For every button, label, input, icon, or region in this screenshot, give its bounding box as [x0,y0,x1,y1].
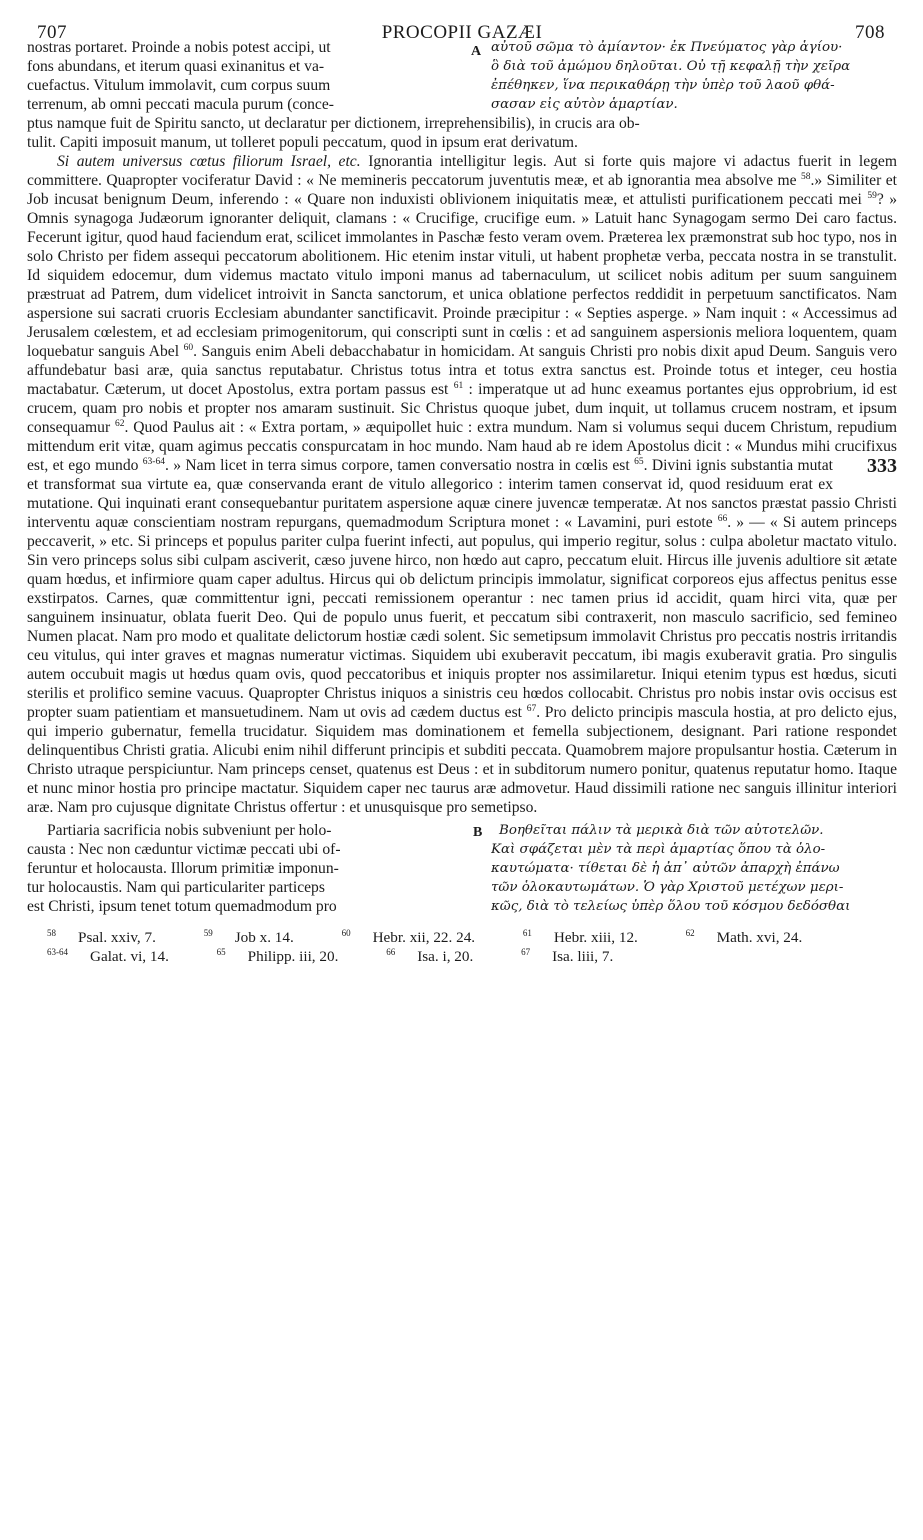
footnote [686,929,825,946]
footnote-text: Philipp. iii, 20. [247,948,339,965]
footnote-ref: 61 [453,380,464,391]
continued-line: ptus namque fuit de Spiritu sancto, ut declaratur per dictionem, irreprehensibilis), in crucis ara ob- [27,115,640,132]
footnote-ref: 65 [634,456,644,467]
footnote-number: 61 [522,927,532,938]
running-title: PROCOPII GAZÆI [381,22,543,43]
footnote-ref: 58 [801,171,811,182]
footnote [523,929,660,946]
paragraph-text: . Pro delicto principis mascula hostia, at pro delicto ejus, qui imperio gubernatur, femella trucidatur. Siquidem mas dominationem et femella subjectionem, designant. Pari ratione respondet delinquentibus Christi gratia. Alicubi enim nihil differunt principis et subditi peccata. Quamobrem majore propulsantur hostia. Cæterum in Christo utraque perspiciuntur. Nam princeps censet, quatenus est Deus : et in subditorum numero ponitur, quatenus reputatur homo. Itaque et nunc minor hostia pro principe mactatur. Siquidem caper nec taurus aræ admovetur. Haud dissimili ratione nec sanguis illinitur interiori aræ. Nam pro cujusque dignitate Christus offertur : et unusquisque pro semetipso. [27,704,897,816]
footnote [342,929,498,946]
top-greek-line: ὃ διὰ τοῦ ἀμώμου δηλοῦται. Οὐ τῇ κεφαλῇ τὴν χεῖρα [491,59,851,74]
footnote [521,948,635,965]
footnote-number: 58 [47,927,56,938]
bottom-greek-column [491,821,897,916]
paragraph-text: : imperatque ut ad hunc exeamus portantes ejus opprobrium, id est crucem, quam pro nobis et propter nos amaram sustinuit. Sic Christus quoque jubet, dum inquit, ut tollamus crucem nostram, et ipsum consequamur [27,381,897,436]
footnote-text: Isa. i, 20. [417,948,474,965]
lemma-lead: Si autem universus cœtus filiorum Israel, etc. [57,153,361,170]
footnote-number: 62 [685,927,695,938]
section-marker-a: A [471,44,482,59]
footnote-text: Math. xvi, 24. [716,929,803,946]
footnote-text: Isa. liii, 7. [552,948,614,965]
bottom-greek-line: Βοηθεῖται πάλιν τὰ μερικὰ διὰ τῶν αὐτοτελῶν. [499,823,824,838]
top-latin-line: nostras portaret. Proinde a nobis potest accipi, ut [27,39,331,56]
footnote-text: Job x. 14. [234,929,294,946]
paragraph-text: Ignorantia intelligitur legis. Aut si forte quis majore vi adactus fuerit in legem committere. Quapropter vociferatur David : « Ne memineris peccatorum juventutis meæ, et ab ignorantia mea absolve me [27,153,897,189]
footnote-text: Hebr. xii, 22. 24. [372,929,476,946]
footnote-number: 65 [216,946,226,957]
bottom-greek-line: τῶν ὁλοκαυτωμάτων. Ὁ γὰρ Χριστοῦ μετέχων μερι- [491,880,844,895]
bottom-latin-column [27,821,465,916]
footnote-line [27,928,897,947]
footnote [204,929,316,946]
bottom-parallel-columns [27,821,897,916]
top-greek-line: αὐτοῦ σῶμα τὸ ἀμίαντον· ἐκ Πνεύματος γὰρ ἁγίου· [491,40,843,55]
top-greek-column [491,38,897,114]
footnote-ref: 59 [867,190,877,201]
footnote-ref: 62 [114,418,125,429]
bottom-gutter [465,821,491,916]
footnote-text: Hebr. xiii, 12. [553,929,638,946]
footnote-number: 59 [203,927,213,938]
paragraph-text: . Sanguis enim Abeli debacchabatur in homicidam. At sanguis Christi pro nobis dixit apud Deum. Sanguis vero affundebatur basi aræ, quia sanctus reputabatur. Christus totus intra et totus extra sanctus est. Proinde totus et integer, ceu hostia mactabatur. Cæterum, ut docet Apostolus, extra portam passus est [27,343,897,398]
footnote [386,948,495,965]
top-latin-column [27,38,465,114]
top-latin-line: cuefactus. Vitulum immolavit, cum corpus suum [27,77,331,94]
paragraph-text: . Divini ignis substantia mutat et transformat sua virtute ea, quæ conservanda erant de vitulo allegorico : interim tamen conservat id, quod residuum erat ex mutatione. Qui inquinati erant consequebantur puritatem aspersione aquæ cinere juvencæ temperatæ. At nos sanctos præstat passio Christi interventu aquæ conscientiam nostram repurgans, quemadmodum Scriptura monet : « Lavamini, puri estote [27,457,897,531]
footnote-ref: 63-64 [142,456,165,467]
page-header [27,8,897,43]
main-paragraph [27,152,897,817]
top-latin-line: fons abundans, et iterum quasi exinanitus et va- [27,58,325,75]
footnote-number: 66 [386,946,396,957]
footnote-ref: 60 [183,342,194,353]
bottom-greek-line: καυτώματα· τίθεται δὲ ἡ ἀπ᾽ αὐτῶν ἀπαρχὴ ἐπάνω [491,861,840,876]
full-width-text [27,114,897,817]
footnote-number: 60 [341,927,351,938]
page-number-right: 708 [855,22,885,43]
top-latin-line: terrenum, ab omni peccati macula purum (conce- [27,96,334,113]
page-number-left: 707 [37,22,67,43]
paragraph-text: . Quod Paulus ait : « Extra portam, » æquipollet huic : extra mundum. Nam si volumus sequi ducem Christum, repudium mittendum erit vitæ, quam agimus peccatis conspurcatam in hoc mundo. Nam haud ab re idem Apostolus dicit : « Mundus mihi crucifixus est, et ego mundo [27,419,897,474]
footnote-ref: 67 [526,703,537,714]
footnote [217,948,361,965]
footnote-number: 63-64 [47,946,68,957]
top-gutter [465,38,491,114]
paragraph-text: . » — « Si autem princeps peccaverit, » etc. Si princeps et populus pariter culpa fuerint infecti, aut populus, qui imperio regitur, solus : culpa aboletur mactato vitulo. Sin vero princeps solus sibi culpam asciverit, cæso juvene hirco, non hœdo aut capro, peccatum eluit. Hircus ille juvenis adultiore sit ætate quam hœdus, et infirmiore quam caper adultus. Hircus qui ob delictum principis immolatur, significat corporeos ejus affectus penitus esse exstirpatos. Carnes, quæ committentur igni, peccati remissionem operantur : nec tamen prius id accidit, quam hirci vita, quæ per sanguinem insinuatur, oblata fuerit Deo. Qui de populo unus fuerit, et peccatum sibi contraxerit, non masculo sacrificio, sed femineo Numen placat. Nam pro modo et qualitate delictorum hostiæ cædi solent. Sic semetipsum immolavit Christus pro peccatis nostris irritandis ceu vitulus, qui inter graves et magnas numeratur victimas. Siquidem ubi exuberavit peccatum, ibi magis exuberavit gratia. Pro singulis autem occubuit magis ut hœdus quam ovis, quod peccatoribus et iniquis propter nos assimilaretur. Iniqui etenim typus est hœdus, sicuti sterilis et prolifico semine vacuus. Quapropter Christus iniquos a sinistris ceu hœdos collocabit. Christus pro nobis instar ovis occisus est propter suam patientiam et mansuetudinem. Nam ut ovis ad cædem ductus est [27,514,897,721]
footnote [47,929,178,946]
footnotes [27,928,897,966]
bottom-latin-line: causta : Nec non cæduntur victimæ peccati ubi of- [27,841,341,858]
continued-line: tulit. Capiti imposuit manum, ut tolleret populi peccatum, quod in ipsum erat derivatum. [27,134,578,151]
bottom-latin-line: est Christi, ipsum tenet totum quemadmodum pro [27,898,337,915]
bottom-latin-line: feruntur et holocausta. Illorum primitiæ imponun- [27,860,339,877]
top-greek-line: σασαν εἰς αὐτὸν ἁμαρτίαν. [491,97,678,112]
footnote-text: Galat. vi, 14. [90,948,169,965]
footnote-text: Psal. xxiv, 7. [78,929,156,946]
top-greek-line: ἐπέθηκεν, ἵνα περικαθάρῃ τὴν ὑπὲρ τοῦ λαοῦ φθά- [491,78,835,93]
top-parallel-columns [27,38,897,114]
paragraph-text: ? » Omnis synagoga Judæorum ignoranter deliquit, clamans : « Crucifige, crucifige eum. » Latuit hanc Synagogam sermo Dei caro factus. Fecerunt igitur, quod haud faciendum erat, scilicet immolantes in Paschæ festo veram ovem. Præterea lex præmonstrat sub hoc typo, nos in solo Christo per fidem assequi peccatorum abolitionem. Hic etenim instar vituli, ut habent prophetæ verba, peccata nostra in se transtulit. Id siquidem edocemur, dum videmus mactato vitulo imponi manus ad tabernaculum, ut scilicet nobis aditum per suum sanguinem præstruat ad Patrem, dum videlicet introivit in Sancta sanctorum, et unica oblatione perfectos reddidit in perpetuum sanctificatos. Nam aspersione sui sacrati cruoris Ecclesiam abundanter sanctificavit. Proinde præcipitur : « Septies asperge. » Nam inquit : « Accessimus ad Jerusalem cœlestem, et ad ecclesiam primogenitorum, qui conscripti sunt in cœlis : et ad sanguinem aspersionis meliora loquentem, quam loquebatur sanguis Abel [27,191,897,360]
column-number: 333 [867,455,897,477]
bottom-greek-line: Καὶ σφάζεται μὲν τὰ περὶ ἁμαρτίας ὅπου τὰ ὁλο- [491,842,826,857]
footnote-number: 67 [521,946,531,957]
section-marker-b: B [473,825,483,840]
footnote-ref: 66 [717,513,728,524]
paragraph-text: .» Similiter et Job incusat benignum Deum, inferendo : « Quare non induxisti oblivionem iniquitatis meæ, et attulisti purificationem peccati mei [27,172,897,208]
paragraph-text: . » Nam licet in terra simus corpore, tamen conversatio nostra in cœlis est [164,457,635,474]
bottom-greek-line: κῶς, διὰ τὸ τελείως ὑπὲρ ὅλου τοῦ κόσμου δεδόσθαι [491,899,851,914]
footnote [47,948,191,965]
bottom-latin-line: tur holocaustis. Nam qui particulariter particeps [27,879,325,896]
footnote-line [27,947,897,966]
bottom-latin-line: Partiaria sacrificia nobis subveniunt per holo- [47,822,332,839]
